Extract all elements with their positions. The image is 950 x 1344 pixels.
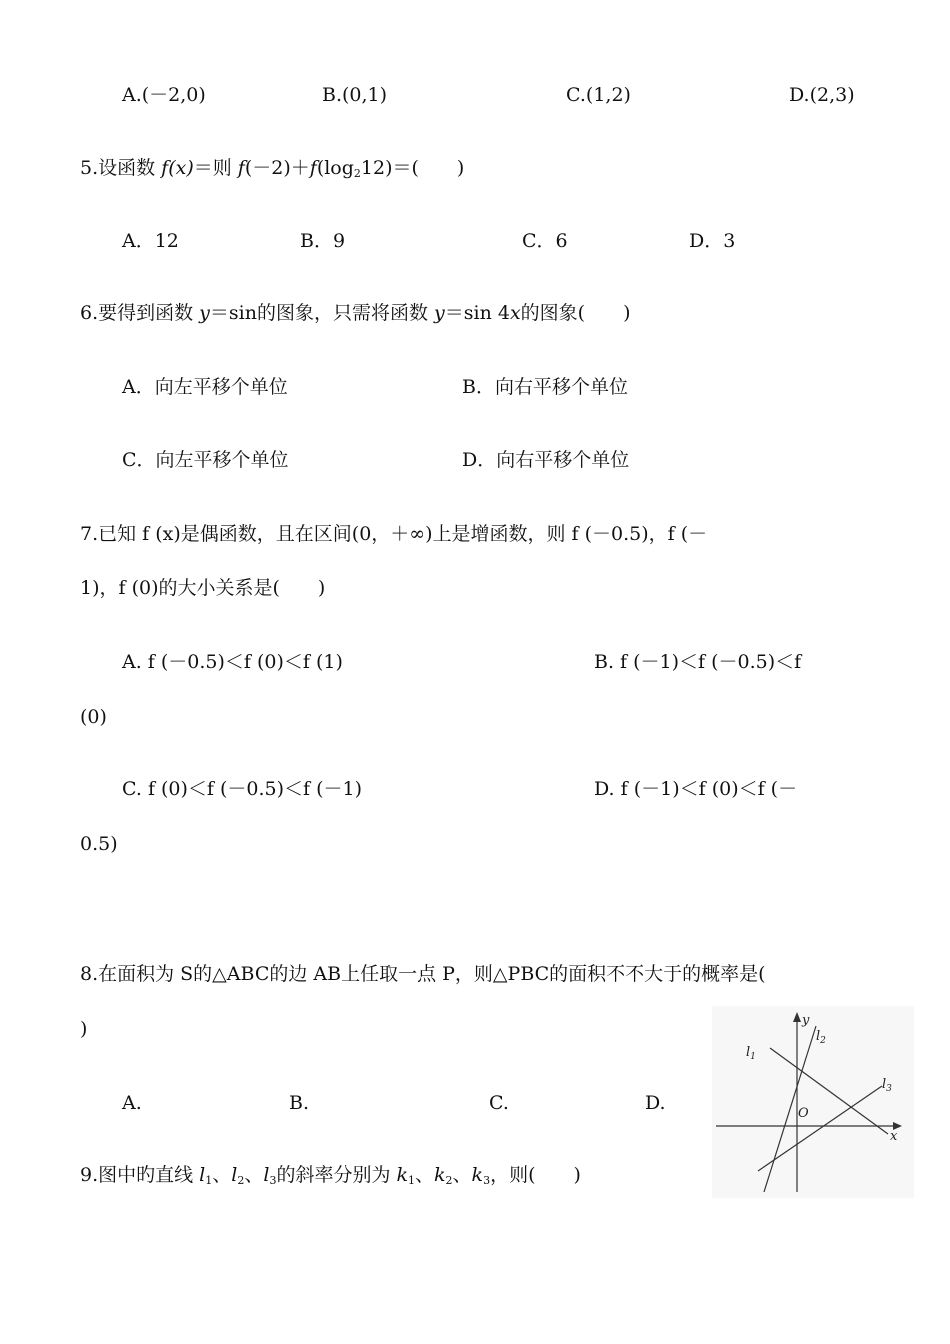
q4-option-a: A.(－2,0) — [122, 84, 206, 106]
q9-stem: 9.图中旳直线 $l_1$、$l_2$、$l_3$的斜率分别为 $k_1$、$k_2$、$k_3$，则( ) — [80, 1164, 581, 1187]
q5-option-d: D．3 — [689, 230, 736, 252]
q6-stem: 6.要得到函数 y＝sin的图象，只需将函数 y＝sin 4x的图象( ) — [80, 302, 631, 324]
l3-label: $l_3$ — [882, 1077, 892, 1094]
origin-label: O — [798, 1106, 809, 1121]
q7-stem-line2: 1)，f (0)的大小关系是( ) — [80, 577, 326, 599]
q8-option-d: D. — [645, 1092, 666, 1114]
q5-option-b: B．9 — [300, 230, 346, 252]
q4-option-b: B.(0,1) — [322, 84, 388, 106]
q7-option-c: C. f (0)＜f (－0.5)＜f (－1) — [122, 778, 363, 800]
q7-option-a: A. f (－0.5)＜f (0)＜f (1) — [122, 651, 343, 673]
q8-option-a: A. — [122, 1092, 142, 1114]
x-axis-label: x — [890, 1129, 898, 1144]
q6-option-a: A．向左平移个单位 — [122, 376, 288, 398]
y-axis-label: y — [802, 1013, 810, 1028]
q8-option-b: B. — [289, 1092, 310, 1114]
q8-stem-line1: 8.在面积为 S的△ABC的边 AB上任取一点 P，则△PBC的面积不不大于的概率是( — [80, 963, 766, 985]
l1-label: $l_1$ — [746, 1045, 756, 1062]
q7-option-d: D. f (－1)＜f (0)＜f (－ — [594, 778, 798, 800]
q7-stem-line1: 7.已知 f (x)是偶函数，且在区间(0，＋∞)上是增函数，则 f (－0.5)，f (－ — [80, 523, 708, 545]
q8-stem-line2: ) — [80, 1018, 88, 1040]
l2-label: $l_2$ — [816, 1029, 826, 1046]
lines-coordinate-figure — [712, 1006, 914, 1198]
q5-option-c: C．6 — [522, 230, 568, 252]
q5-stem: 5.设函数 f(x)＝则 $f(-2)+f(\log_212)=$( ) — [80, 157, 465, 180]
q7-option-d-continued: 0.5) — [80, 833, 118, 855]
q6-option-c: C．向左平移个单位 — [122, 449, 289, 471]
q7-option-b: B. f (－1)＜f (－0.5)＜f — [594, 651, 802, 673]
q8-option-c: C. — [489, 1092, 509, 1114]
q4-option-d: D.(2,3) — [789, 84, 855, 106]
q6-option-b: B．向右平移个单位 — [462, 376, 628, 398]
q4-option-c: C.(1,2) — [566, 84, 631, 106]
q5-option-a: A．12 — [122, 230, 179, 252]
q7-option-b-continued: (0) — [80, 706, 107, 728]
q6-option-d: D．向右平移个单位 — [462, 449, 630, 471]
